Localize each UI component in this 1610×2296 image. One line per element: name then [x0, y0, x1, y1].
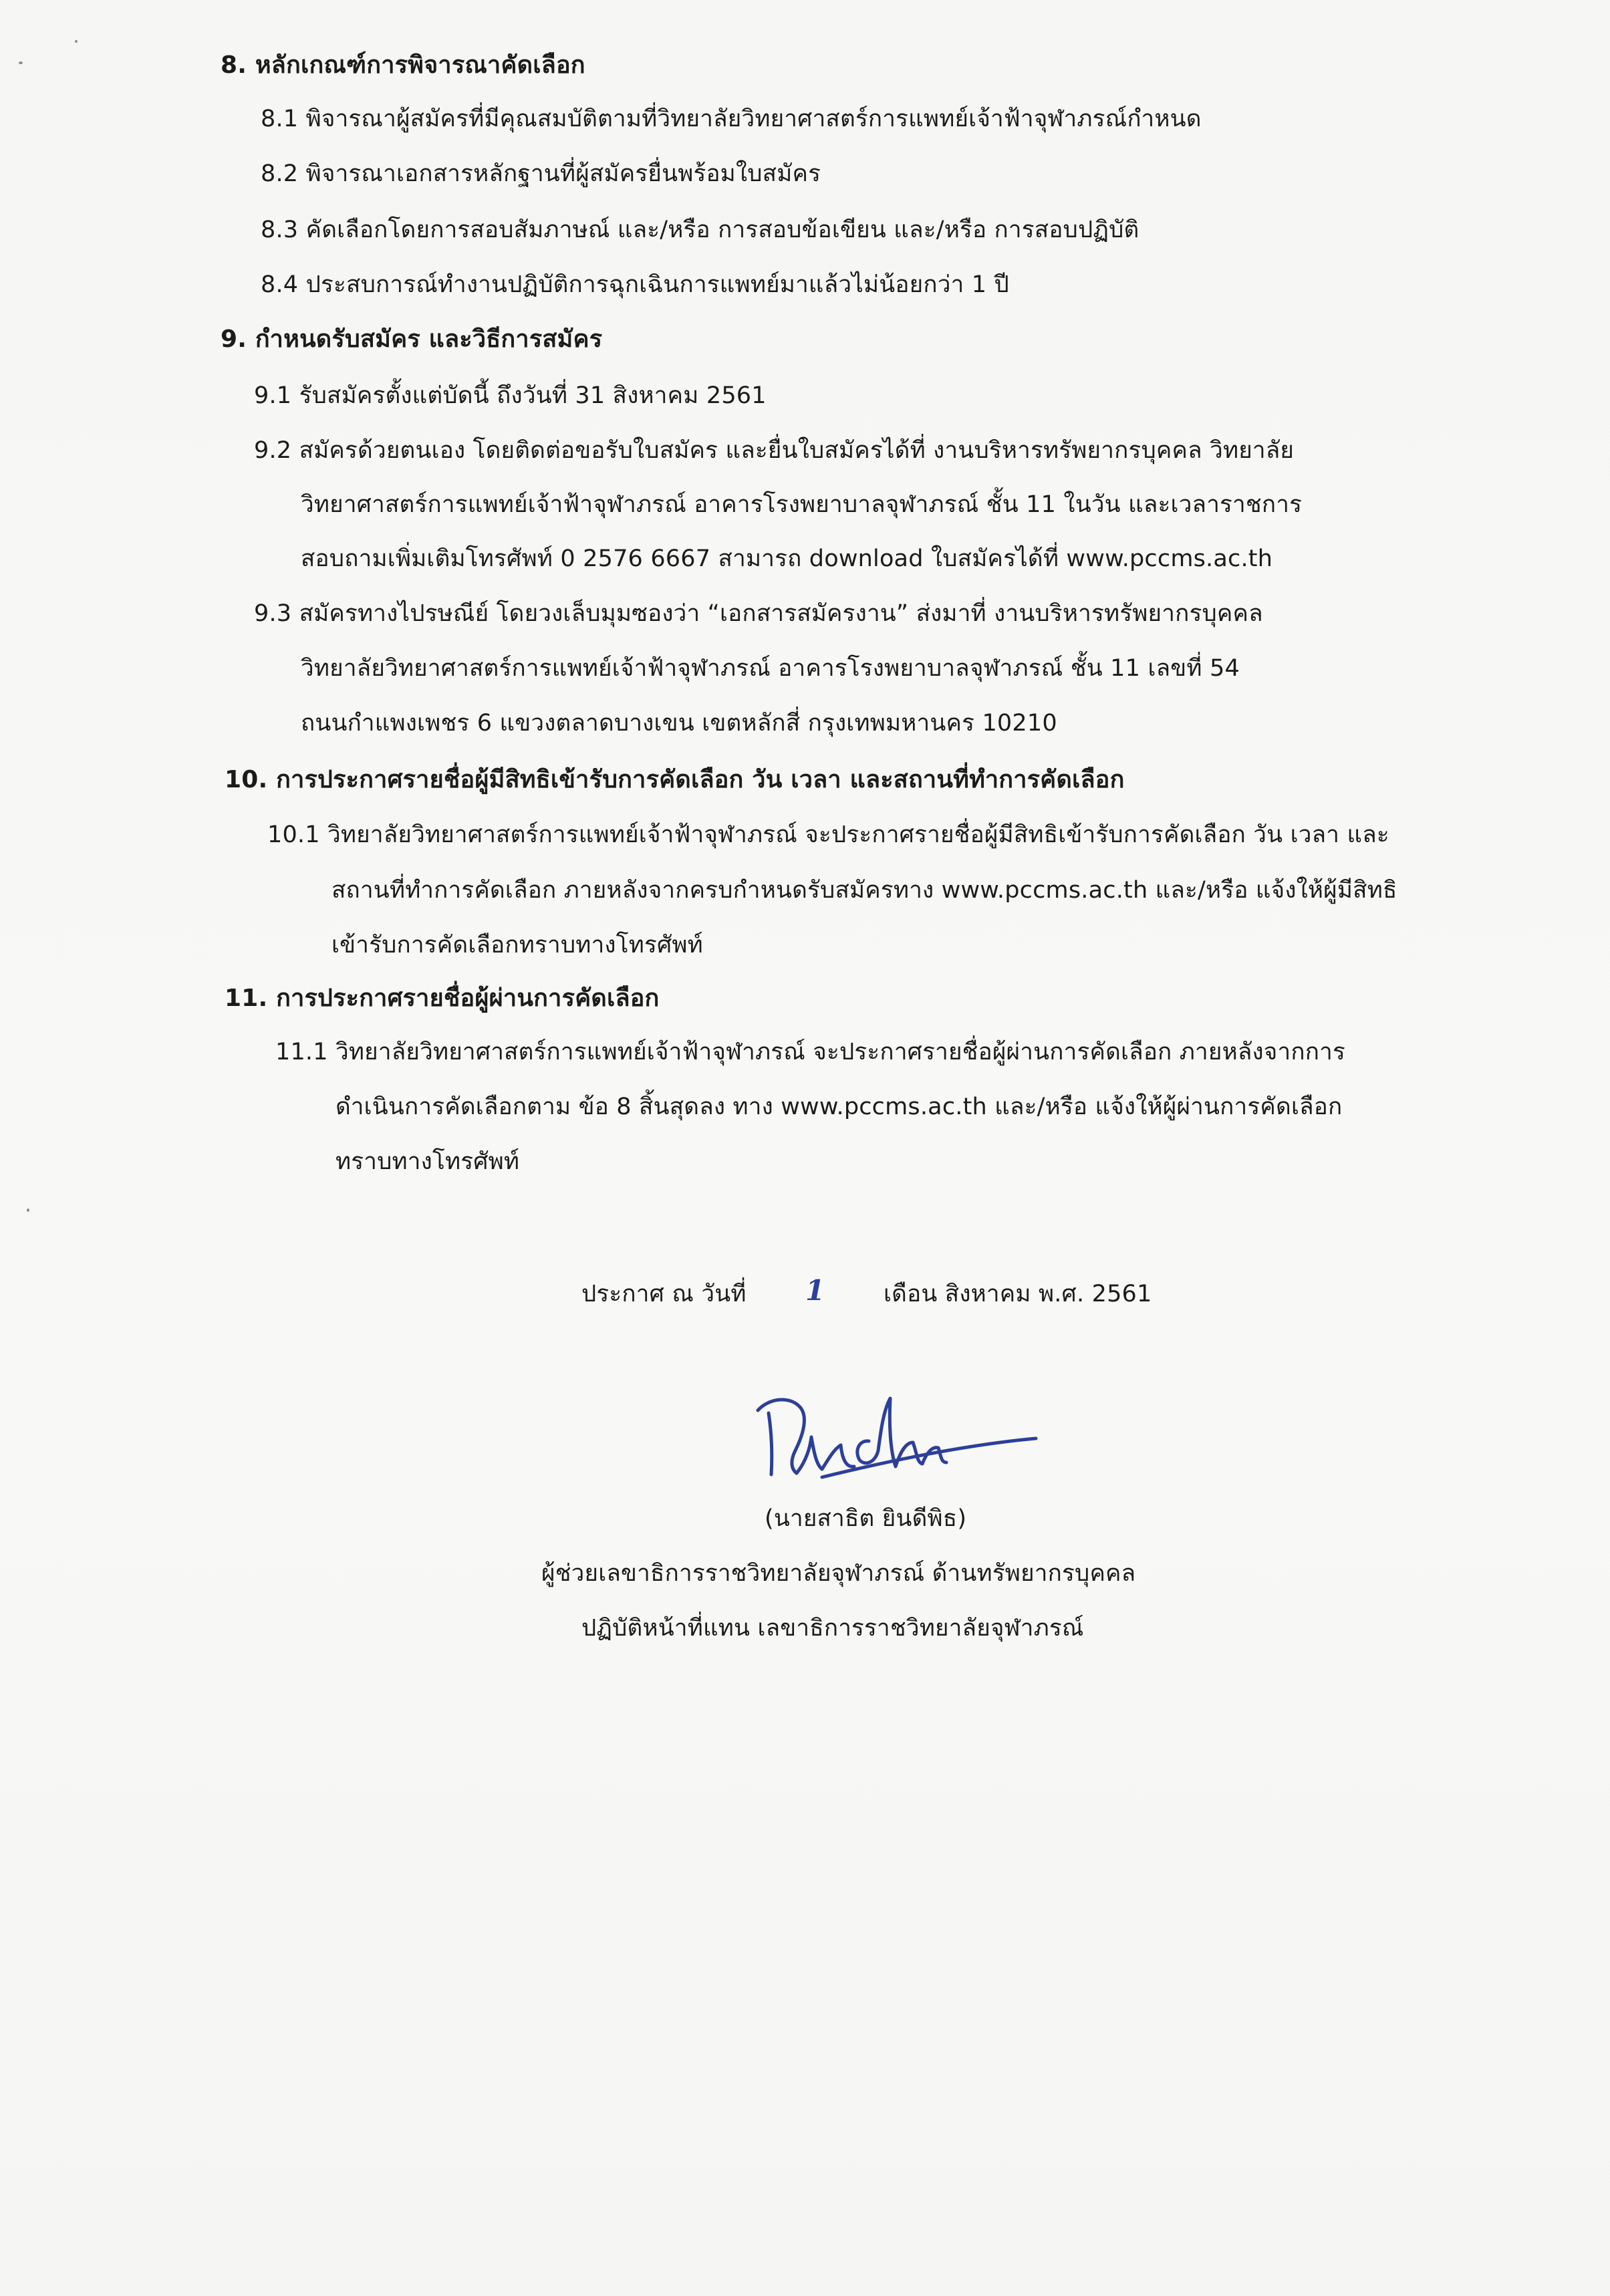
section-10-item-1-line-2: สถานที่ทำการคัดเลือก ภายหลังจากครบกำหนดรับสมัครทาง www.pccms.ac.th และ/หรือ แจ้งให้ผู้มีสิทธิ: [331, 877, 1397, 904]
section-10-item-1-line-1: 10.1 วิทยาลัยวิทยาศาสตร์การแพทย์เจ้าฟ้าจุฬาภรณ์ จะประกาศรายชื่อผู้มีสิทธิเข้ารับการคัดเลือก วัน เวลา และ: [267, 821, 1389, 848]
scan-speck: [19, 61, 23, 64]
section-8-item-3: 8.3 คัดเลือกโดยการสอบสัมภาษณ์ และ/หรือ การสอบข้อเขียน และ/หรือ การสอบปฏิบัติ: [261, 217, 1139, 243]
section-11-item-1-line-1: 11.1 วิทยาลัยวิทยาศาสตร์การแพทย์เจ้าฟ้าจุฬาภรณ์ จะประกาศรายชื่อผู้ผ่านการคัดเลือก ภายหลังจากการ: [275, 1039, 1345, 1065]
section-10-heading: 10. การประกาศรายชื่อผู้มีสิทธิเข้ารับการคัดเลือก วัน เวลา และสถานที่ทำการคัดเลือก: [225, 766, 1125, 793]
section-11-heading: 11. การประกาศรายชื่อผู้ผ่านการคัดเลือก: [225, 985, 660, 1012]
section-8-item-4: 8.4 ประสบการณ์ทำงานปฏิบัติการฉุกเฉินการแพทย์มาแล้วไม่น้อยกว่า 1 ปี: [261, 271, 1009, 298]
section-9-item-2-line-1: 9.2 สมัครด้วยตนเอง โดยติดต่อขอรับใบสมัคร และยื่นใบสมัครได้ที่ งานบริหารทรัพยากรบุคคล วิทยาลัย: [254, 437, 1295, 464]
signature-image: [742, 1384, 1049, 1497]
section-8-heading: 8. หลักเกณฑ์การพิจารณาคัดเลือก: [221, 51, 585, 79]
section-8-item-2: 8.2 พิจารณาเอกสารหลักฐานที่ผู้สมัครยื่นพร้อมใบสมัคร: [261, 160, 821, 187]
scan-speck: [75, 40, 78, 43]
section-11-item-1-line-2: ดำเนินการคัดเลือกตาม ข้อ 8 สิ้นสุดลง ทาง www.pccms.ac.th และ/หรือ แจ้งให้ผู้ผ่านการคัดเลือก: [336, 1094, 1343, 1120]
announcement-prefix: ประกาศ ณ วันที่: [581, 1281, 747, 1307]
announcement-day: 1: [805, 1274, 825, 1307]
section-9-item-2-line-3: สอบถามเพิ่มเติมโทรศัพท์ 0 2576 6667 สามารถ download ใบสมัครได้ที่ www.pccms.ac.th: [301, 545, 1273, 572]
section-9-item-1: 9.1 รับสมัครตั้งแต่บัดนี้ ถึงวันที่ 31 สิงหาคม 2561: [254, 382, 767, 409]
section-9-item-3-line-3: ถนนกำแพงเพชร 6 แขวงตลาดบางเขน เขตหลักสี่ กรุงเทพมหานคร 10210: [301, 710, 1057, 737]
section-10-item-1-line-3: เข้ารับการคัดเลือกทราบทางโทรศัพท์: [331, 932, 703, 959]
section-11-item-1-line-3: ทราบทางโทรศัพท์: [336, 1148, 520, 1175]
section-9-heading: 9. กำหนดรับสมัคร และวิธีการสมัคร: [221, 326, 603, 353]
section-9-item-3-line-1: 9.3 สมัครทางไปรษณีย์ โดยวงเล็บมุมซองว่า “เอกสารสมัครงาน” ส่งมาที่ งานบริหารทรัพยากรบุคคล: [254, 600, 1263, 627]
signatory-acting: ปฏิบัติหน้าที่แทน เลขาธิการราชวิทยาลัยจุฬาภรณ์: [581, 1615, 1084, 1642]
announcement-month-year: เดือน สิงหาคม พ.ศ. 2561: [884, 1281, 1152, 1307]
section-9-item-2-line-2: วิทยาศาสตร์การแพทย์เจ้าฟ้าจุฬาภรณ์ อาคารโรงพยาบาลจุฬาภรณ์ ชั้น 11 ในวัน และเวลาราชการ: [301, 491, 1303, 518]
section-9-item-3-line-2: วิทยาลัยวิทยาศาสตร์การแพทย์เจ้าฟ้าจุฬาภรณ์ อาคารโรงพยาบาลจุฬาภรณ์ ชั้น 11 เลขที่ 54: [301, 655, 1240, 682]
signatory-title: ผู้ช่วยเลขาธิการราชวิทยาลัยจุฬาภรณ์ ด้านทรัพยากรบุคคล: [541, 1560, 1136, 1587]
signatory-name: (นายสาธิต ยินดีพิธ): [765, 1505, 967, 1532]
scan-speck: [27, 1208, 29, 1212]
section-8-item-1: 8.1 พิจารณาผู้สมัครที่มีคุณสมบัติตามที่วิทยาลัยวิทยาศาสตร์การแพทย์เจ้าฟ้าจุฬาภรณ์กำหนด: [261, 106, 1202, 132]
